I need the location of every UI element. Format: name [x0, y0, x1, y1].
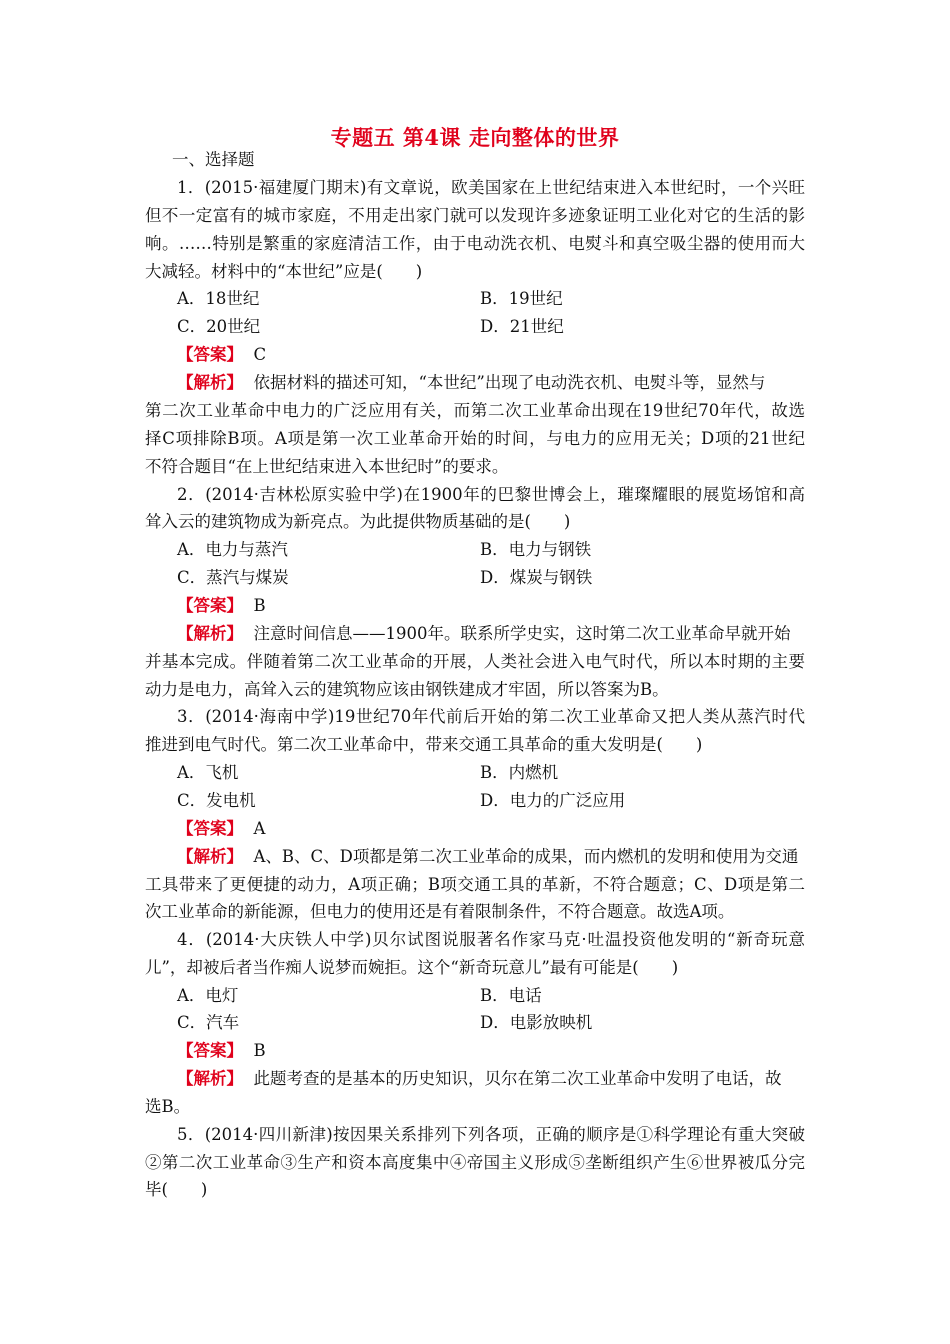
analysis-tag: 【解析】	[177, 624, 243, 643]
q3-option-d: D．电力的广泛应用	[480, 791, 626, 810]
q3-option-b: B．内燃机	[480, 763, 559, 782]
page-title: 专题五 第4课 走向整体的世界	[330, 125, 620, 150]
q3-analysis-row	[177, 847, 798, 867]
q5-stem-line-3: 毕( )	[145, 1180, 208, 1199]
q2-analysis-line-3: 动力是电力，高耸入云的建筑物应该由钢铁建成才牢固，所以答案为B。	[145, 680, 669, 699]
q4-answer-row	[177, 1041, 266, 1061]
q5-stem-line-1: 5．(2014·四川新津)按因果关系排列下列各项，正确的顺序是①科学理论有重大突破	[177, 1125, 805, 1144]
q2-stem-line-1: 2．(2014·吉林松原实验中学)在1900年的巴黎世博会上，璀璨耀眼的展览场馆和高	[177, 485, 805, 504]
q1-option-a: A．18世纪	[177, 289, 260, 308]
q5-stem-line-2: ②第二次工业革命③生产和资本高度集中④帝国主义形成⑤垄断组织产生⑥世界被瓜分完	[145, 1153, 805, 1172]
q1-option-c: C．20世纪	[177, 317, 261, 336]
q1-analysis-line-1: 依据材料的描述可知，“本世纪”出现了电动洗衣机、电熨斗等，显然与	[253, 373, 766, 392]
q3-analysis-line-1: A、B、C、D项都是第二次工业革命的成果，而内燃机的发明和使用为交通	[253, 847, 799, 866]
q1-analysis-line-3: 择C项排除B项。A项是第一次工业革命开始的时间，与电力的应用无关；D项的21世纪	[145, 429, 805, 448]
q2-answer-value: B	[253, 596, 266, 615]
q1-answer-row	[177, 345, 266, 365]
section-heading: 一、选择题	[172, 150, 255, 169]
q4-option-a: A．电灯	[177, 986, 239, 1005]
q4-analysis-line-1: 此题考查的是基本的历史知识，贝尔在第二次工业革命中发明了电话，故	[253, 1069, 782, 1088]
q4-stem-line-2: 儿”，却被后者当作痴人说梦而婉拒。这个“新奇玩意儿”最有可能是( )	[145, 958, 679, 977]
q1-stem-line-2: 但不一定富有的城市家庭，不用走出家门就可以发现许多迹象证明工业化对它的生活的影	[145, 206, 805, 225]
q2-analysis-row	[177, 624, 791, 644]
q3-answer-row	[177, 819, 265, 839]
analysis-tag: 【解析】	[177, 847, 243, 866]
q1-stem-line-3: 响。……特别是繁重的家庭清洁工作，由于电动洗衣机、电熨斗和真空吸尘器的使用而大	[145, 234, 805, 253]
q2-analysis-line-1: 注意时间信息——1900年。联系所学史实，这时第二次工业革命早就开始	[253, 624, 791, 643]
q4-answer-value: B	[253, 1041, 266, 1060]
q3-analysis-line-2: 工具带来了更便捷的动力，A项正确；B项交通工具的革新，不符合题意；C、D项是第二	[145, 875, 805, 894]
q1-answer-value: C	[253, 345, 267, 364]
q1-stem-line-4: 大减轻。材料中的“本世纪”应是( )	[145, 262, 423, 281]
analysis-tag: 【解析】	[177, 373, 243, 392]
q3-analysis-line-3: 次工业革命的新能源，但电力的使用还是有着限制条件，不符合题意。故选A项。	[145, 902, 735, 921]
q1-option-b: B．19世纪	[480, 289, 563, 308]
q1-stem-line-1: 1．(2015·福建厦门期末)有文章说，欧美国家在上世纪结束进入本世纪时，一个兴旺	[177, 178, 805, 197]
q2-option-d: D．煤炭与钢铁	[480, 568, 593, 587]
q2-answer-row	[177, 596, 266, 616]
q4-analysis-line-2: 选B。	[145, 1097, 191, 1116]
q4-option-c: C．汽车	[177, 1013, 240, 1032]
analysis-tag: 【解析】	[177, 1069, 243, 1088]
q4-option-b: B．电话	[480, 986, 542, 1005]
q3-answer-value: A	[253, 819, 266, 838]
q4-option-d: D．电影放映机	[480, 1013, 593, 1032]
q2-analysis-line-2: 并基本完成。伴随着第二次工业革命的开展，人类社会进入电气时代，所以本时期的主要	[145, 652, 805, 671]
answer-tag: 【答案】	[177, 819, 243, 838]
answer-tag: 【答案】	[177, 345, 243, 364]
q3-option-c: C．发电机	[177, 791, 256, 810]
q1-analysis-row	[177, 373, 765, 393]
q1-analysis-line-4: 不符合题目“在上世纪结束进入本世纪时”的要求。	[145, 457, 509, 476]
q2-stem-line-2: 耸入云的建筑物成为新亮点。为此提供物质基础的是( )	[145, 512, 571, 531]
q3-stem-line-1: 3．(2014·海南中学)19世纪70年代前后开始的第二次工业革命又把人类从蒸汽时代	[177, 707, 805, 726]
answer-tag: 【答案】	[177, 596, 243, 615]
answer-tag: 【答案】	[177, 1041, 243, 1060]
q3-option-a: A．飞机	[177, 763, 239, 782]
q3-stem-line-2: 推进到电气时代。第二次工业革命中，带来交通工具革命的重大发明是( )	[145, 735, 703, 754]
q1-analysis-line-2: 第二次工业革命中电力的广泛应用有关，而第二次工业革命出现在19世纪70年代，故选	[145, 401, 805, 420]
q2-option-c: C．蒸汽与煤炭	[177, 568, 289, 587]
q4-stem-line-1: 4．(2014·大庆铁人中学)贝尔试图说服著名作家马克·吐温投资他发明的“新奇玩意	[177, 930, 805, 949]
q2-option-a: A．电力与蒸汽	[177, 540, 288, 559]
q2-option-b: B．电力与钢铁	[480, 540, 592, 559]
q1-option-d: D．21世纪	[480, 317, 564, 336]
q4-analysis-row	[177, 1069, 782, 1089]
